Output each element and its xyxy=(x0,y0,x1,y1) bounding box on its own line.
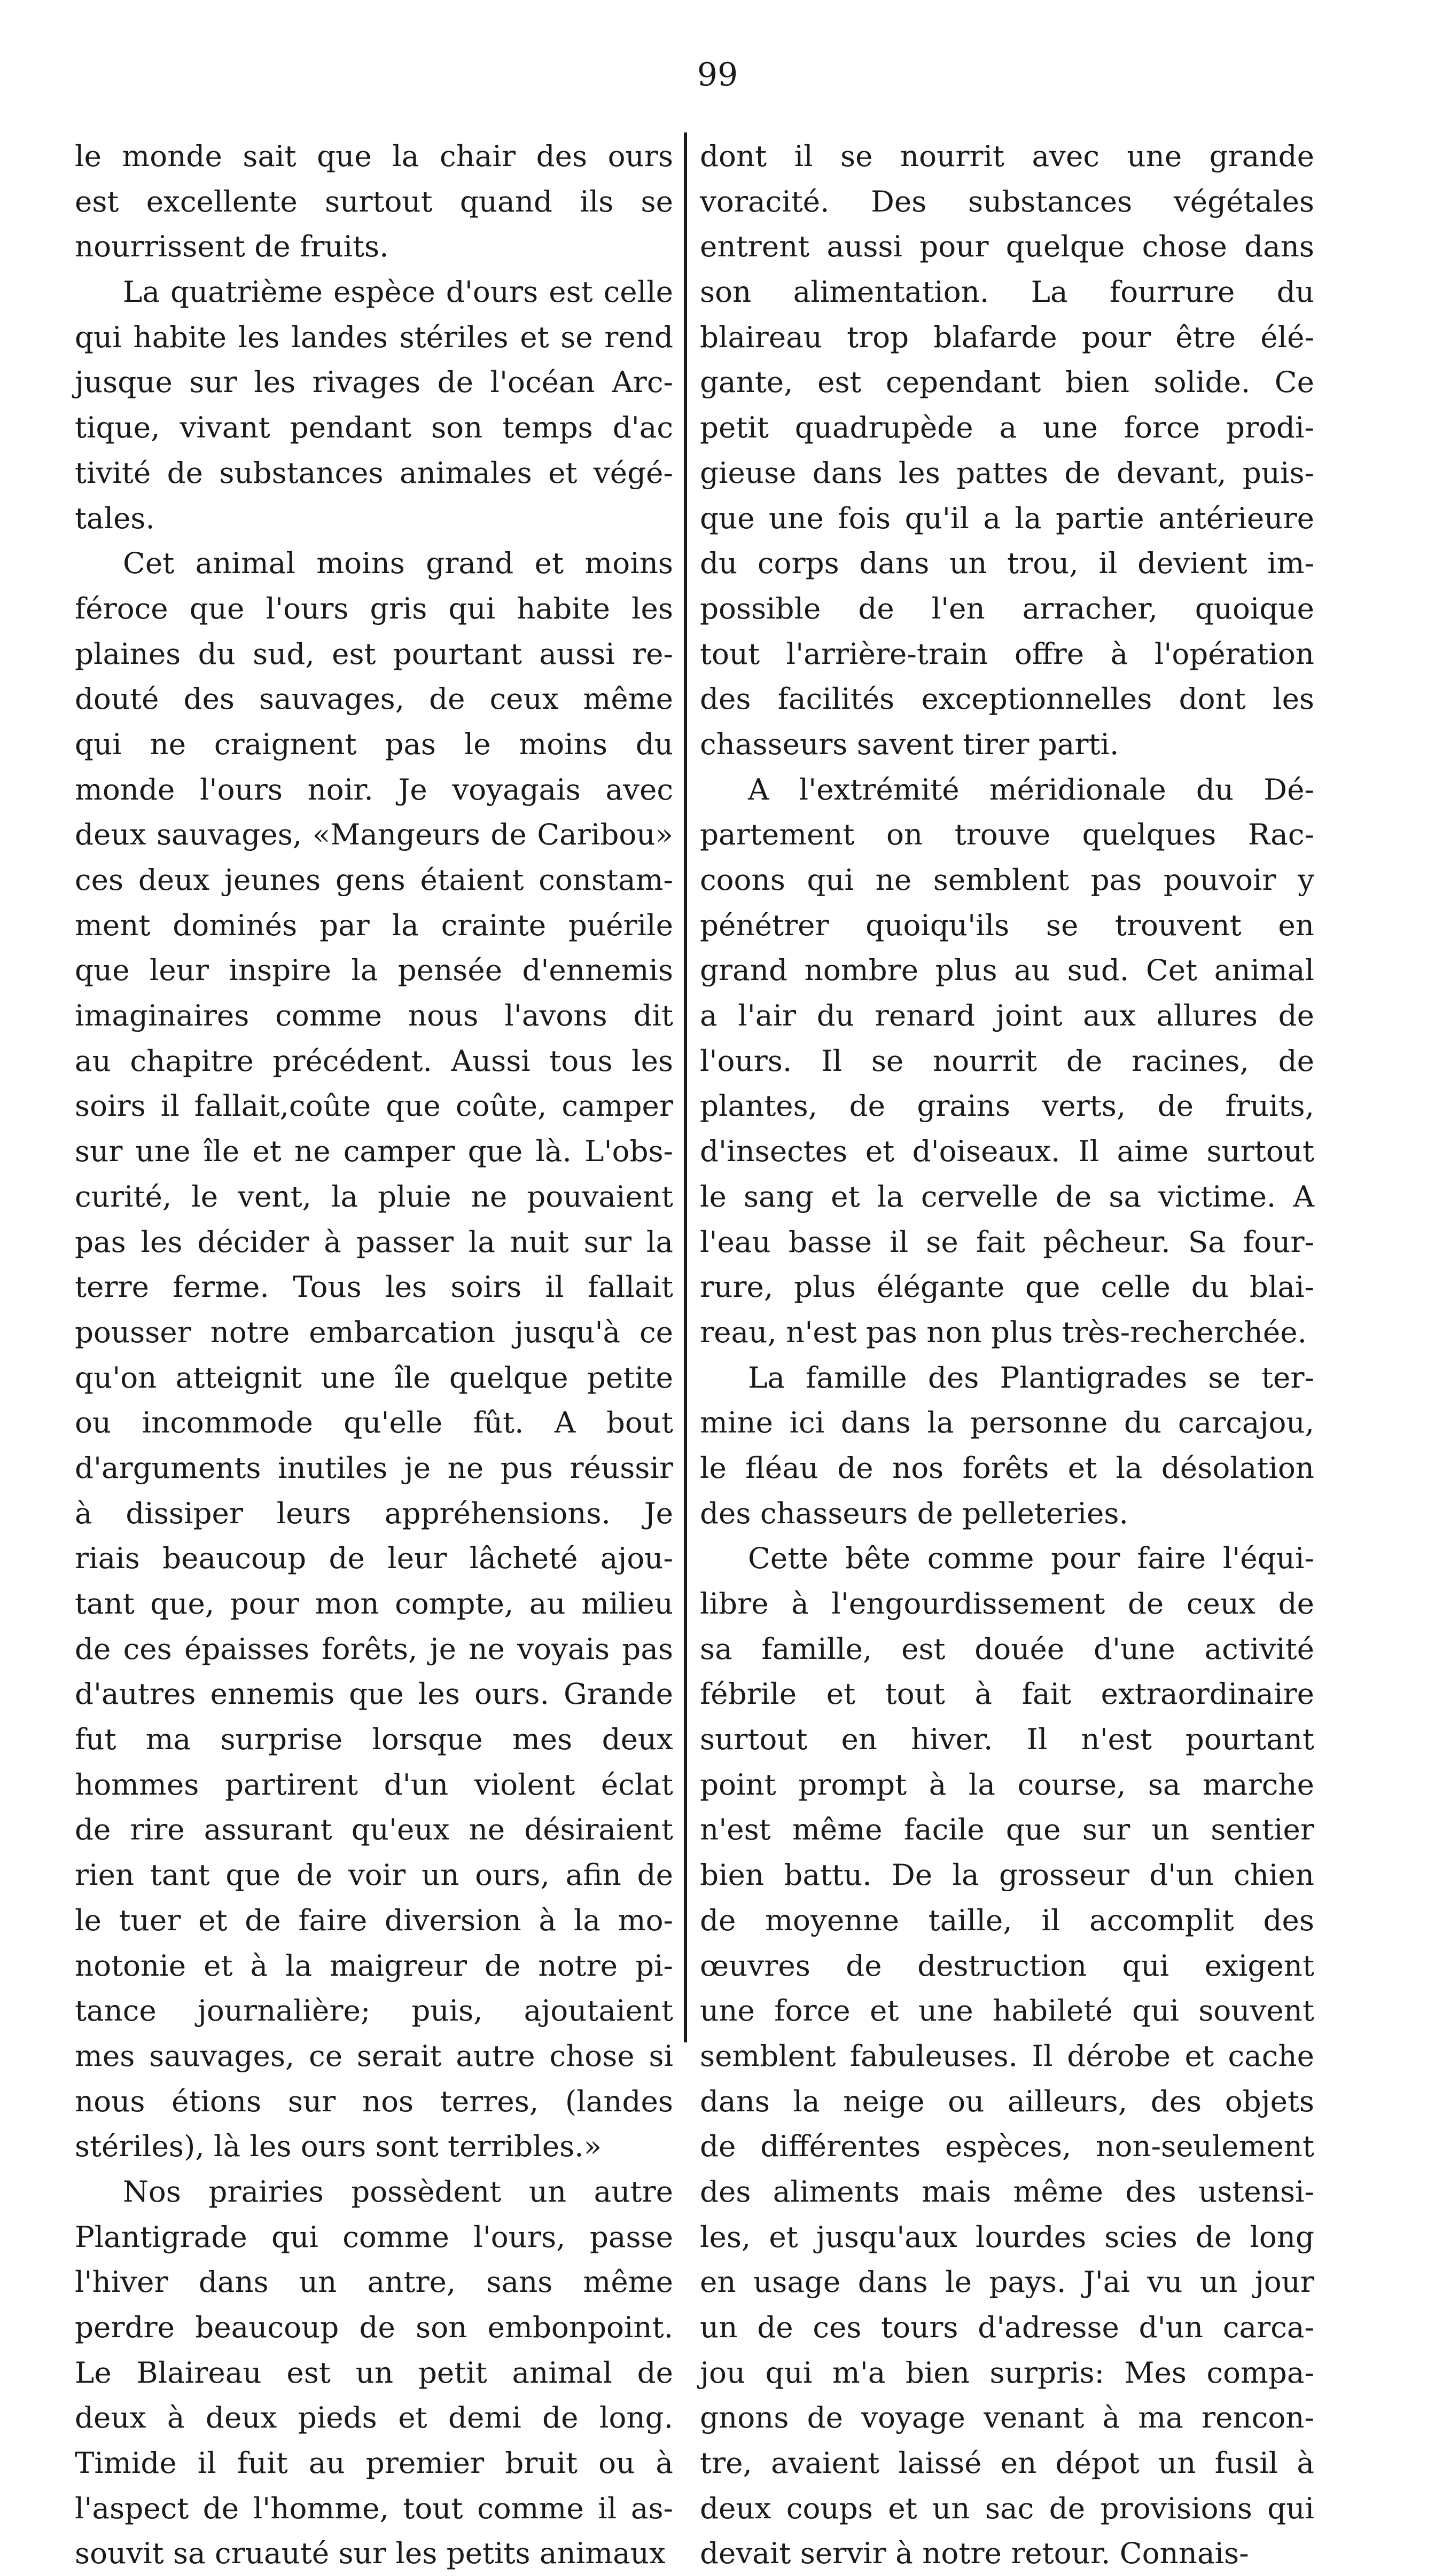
text-line: ces deux jeunes gens étaient constam- xyxy=(75,863,673,897)
text-line: Le Blaireau est un petit animal de xyxy=(75,2355,673,2390)
text-line: tout l'arrière-train offre à l'opération xyxy=(700,636,1314,671)
text-line: rien tant que de voir un ours, afin de xyxy=(75,1858,673,1892)
text-line: douté des sauvages, de ceux même xyxy=(75,682,673,716)
text-line: pas les décider à passer la nuit sur la xyxy=(75,1224,673,1259)
text-line: des facilités exceptionnelles dont les xyxy=(700,682,1314,716)
text-line: le tuer et de faire diversion à la mo- xyxy=(75,1902,673,1937)
text-line: son alimentation. La fourrure du xyxy=(700,275,1314,309)
text-line: Timide il fuit au premier bruit ou à xyxy=(75,2446,673,2480)
text-line: mes sauvages, ce serait autre chose si xyxy=(75,2038,673,2073)
text-line: de moyenne taille, il accomplit des xyxy=(700,1902,1314,1937)
text-line: d'arguments inutiles je ne pus réussir xyxy=(75,1450,673,1485)
text-line: deux coups et un sac de provisions qui xyxy=(700,2491,1314,2525)
text-line: un de ces tours d'adresse d'un carca- xyxy=(700,2310,1314,2344)
text-line: jusque sur les rivages de l'océan Arc- xyxy=(75,365,673,400)
text-line: ou incommode qu'elle fût. A bout xyxy=(75,1405,673,1440)
text-line: tre, avaient laissé en dépot un fusil à xyxy=(700,2446,1314,2480)
text-line: libre à l'engourdissement de ceux de xyxy=(700,1586,1314,1620)
text-line: dont il se nourrit avec une grande xyxy=(700,139,1314,173)
text-line: a l'air du renard joint aux allures de xyxy=(700,998,1314,1033)
text-line: l'aspect de l'homme, tout comme il as- xyxy=(75,2491,673,2525)
text-line: de ces épaisses forêts, je ne voyais pas xyxy=(75,1631,673,1666)
text-line: chasseurs savent tirer parti. xyxy=(700,726,1119,761)
text-line: Cette bête comme pour faire l'équi- xyxy=(748,1541,1314,1576)
text-line: l'ours. Il se nourrit de racines, de xyxy=(700,1043,1314,1078)
text-line: au chapitre précédent. Aussi tous les xyxy=(75,1043,673,1078)
text-line: possible de l'en arracher, quoique xyxy=(700,591,1314,625)
text-line: dans la neige ou ailleurs, des objets xyxy=(700,2084,1314,2118)
text-line: imaginaires comme nous l'avons dit xyxy=(75,998,673,1033)
text-line: coons qui ne semblent pas pouvoir y xyxy=(700,863,1314,897)
text-line: Plantigrade qui comme l'ours, passe xyxy=(75,2219,673,2254)
text-line: souvit sa cruauté sur les petits animaux xyxy=(75,2536,666,2571)
text-line: que leur inspire la pensée d'ennemis xyxy=(75,953,673,988)
text-line: grand nombre plus au sud. Cet animal xyxy=(700,953,1314,988)
text-line: ment dominés par la crainte puérile xyxy=(75,907,673,942)
text-line: sur une île et ne camper que là. L'obs- xyxy=(75,1134,673,1169)
text-line: des chasseurs de pelleteries. xyxy=(700,1496,1128,1530)
text-line: semblent fabuleuses. Il dérobe et cache xyxy=(700,2038,1314,2073)
text-line: d'autres ennemis que les ours. Grande xyxy=(75,1677,673,1711)
text-line: Nos prairies possèdent un autre xyxy=(123,2174,673,2209)
text-line: n'est même facile que sur un sentier xyxy=(700,1812,1314,1847)
text-line: à dissiper leurs appréhensions. Je xyxy=(75,1496,673,1530)
text-line: surtout en hiver. Il n'est pourtant xyxy=(700,1722,1314,1757)
text-line: point prompt à la course, sa marche xyxy=(700,1767,1314,1802)
text-line: une force et une habileté qui souvent xyxy=(700,1993,1314,2028)
text-line: d'insectes et d'oiseaux. Il aime surtout xyxy=(700,1134,1314,1169)
left-column xyxy=(75,134,673,2571)
text-line: plantes, de grains verts, de fruits, xyxy=(700,1089,1314,1123)
text-line: gieuse dans les pattes de devant, puis- xyxy=(700,455,1314,490)
text-line: les, et jusqu'aux lourdes scies de long xyxy=(700,2219,1314,2254)
text-line: riais beaucoup de leur lâcheté ajou- xyxy=(75,1541,673,1576)
text-line: l'eau basse il se fait pêcheur. Sa four- xyxy=(700,1224,1314,1259)
text-line: deux sauvages, «Mangeurs de Caribou» xyxy=(75,817,673,852)
text-line: de différentes espèces, non-seulement xyxy=(700,2129,1314,2164)
text-line: qui habite les landes stériles et se rend xyxy=(75,319,673,354)
text-line: devait servir à notre retour. Connais- xyxy=(700,2536,1249,2571)
text-line: stériles), là les ours sont terribles.» xyxy=(75,2129,602,2164)
text-line: le monde sait que la chair des ours xyxy=(75,139,673,173)
text-line: nourrissent de fruits. xyxy=(75,229,389,264)
text-line: La famille des Plantigrades se ter- xyxy=(748,1360,1314,1395)
text-line: plaines du sud, est pourtant aussi re- xyxy=(75,636,673,671)
text-line: de rire assurant qu'eux ne désiraient xyxy=(75,1812,673,1847)
text-line: le fléau de nos forêts et la désolation xyxy=(700,1450,1314,1485)
text-line: œuvres de destruction qui exigent xyxy=(700,1948,1314,1983)
text-line: tique, vivant pendant son temps d'ac xyxy=(75,410,673,445)
text-line: blaireau trop blafarde pour être élé- xyxy=(700,319,1314,354)
text-line: tales. xyxy=(75,500,155,535)
text-line: monde l'ours noir. Je voyagais avec xyxy=(75,772,673,807)
text-line: petit quadrupède a une force prodi- xyxy=(700,410,1314,445)
text-line: A l'extrémité méridionale du Dé- xyxy=(748,772,1314,807)
text-line: partement on trouve quelques Rac- xyxy=(700,817,1314,852)
text-line: notonie et à la maigreur de notre pi- xyxy=(75,1948,673,1983)
text-line: des aliments mais même des ustensi- xyxy=(700,2174,1314,2209)
column-divider xyxy=(684,132,687,2042)
text-line: nous étions sur nos terres, (landes xyxy=(75,2084,673,2118)
text-line: du corps dans un trou, il devient im- xyxy=(700,546,1314,581)
text-line: voracité. Des substances végétales xyxy=(700,184,1314,218)
text-line: fébrile et tout à fait extraordinaire xyxy=(700,1677,1314,1711)
text-line: gante, est cependant bien solide. Ce xyxy=(700,365,1314,400)
text-line: Cet animal moins grand et moins xyxy=(123,546,673,581)
text-line: fut ma surprise lorsque mes deux xyxy=(75,1722,673,1757)
page-number: 99 xyxy=(697,56,738,93)
text-line: pousser notre embarcation jusqu'à ce xyxy=(75,1314,673,1349)
text-line: est excellente surtout quand ils se xyxy=(75,184,673,218)
text-line: que une fois qu'il a la partie antérieure xyxy=(700,500,1314,535)
text-line: jou qui m'a bien surpris: Mes compa- xyxy=(700,2355,1314,2390)
text-line: tant que, pour mon compte, au milieu xyxy=(75,1586,673,1620)
text-line: l'hiver dans un antre, sans même xyxy=(75,2265,673,2299)
text-line: pénétrer quoiqu'ils se trouvent en xyxy=(700,907,1314,942)
text-line: bien battu. De la grosseur d'un chien xyxy=(700,1858,1314,1892)
text-line: sa famille, est douée d'une activité xyxy=(700,1631,1314,1666)
text-line: qui ne craignent pas le moins du xyxy=(75,726,673,761)
text-line: entrent aussi pour quelque chose dans xyxy=(700,229,1314,264)
text-line: le sang et la cervelle de sa victime. A xyxy=(700,1179,1314,1213)
text-line: en usage dans le pays. J'ai vu un jour xyxy=(700,2265,1314,2299)
text-line: soirs il fallait,coûte que coûte, camper xyxy=(75,1089,673,1123)
text-line: terre ferme. Tous les soirs il fallait xyxy=(75,1270,673,1304)
text-line: tance journalière; puis, ajoutaient xyxy=(75,1993,673,2028)
text-line: reau, n'est pas non plus très-recherchée. xyxy=(700,1314,1307,1349)
text-line: gnons de voyage venant à ma rencon- xyxy=(700,2400,1314,2435)
text-line: perdre beaucoup de son embonpoint. xyxy=(75,2310,673,2344)
text-line: rure, plus élégante que celle du blai- xyxy=(700,1270,1314,1304)
text-line: hommes partirent d'un violent éclat xyxy=(75,1767,673,1802)
text-line: curité, le vent, la pluie ne pouvaient xyxy=(75,1179,673,1213)
text-line: deux à deux pieds et demi de long. xyxy=(75,2400,673,2435)
text-line: tivité de substances animales et végé- xyxy=(75,455,673,490)
text-line: mine ici dans la personne du carcajou, xyxy=(700,1405,1314,1440)
text-line: La quatrième espèce d'ours est celle xyxy=(123,275,673,309)
text-line: qu'on atteignit une île quelque petite xyxy=(75,1360,673,1395)
right-column xyxy=(700,134,1314,2571)
text-line: féroce que l'ours gris qui habite les xyxy=(75,591,673,625)
